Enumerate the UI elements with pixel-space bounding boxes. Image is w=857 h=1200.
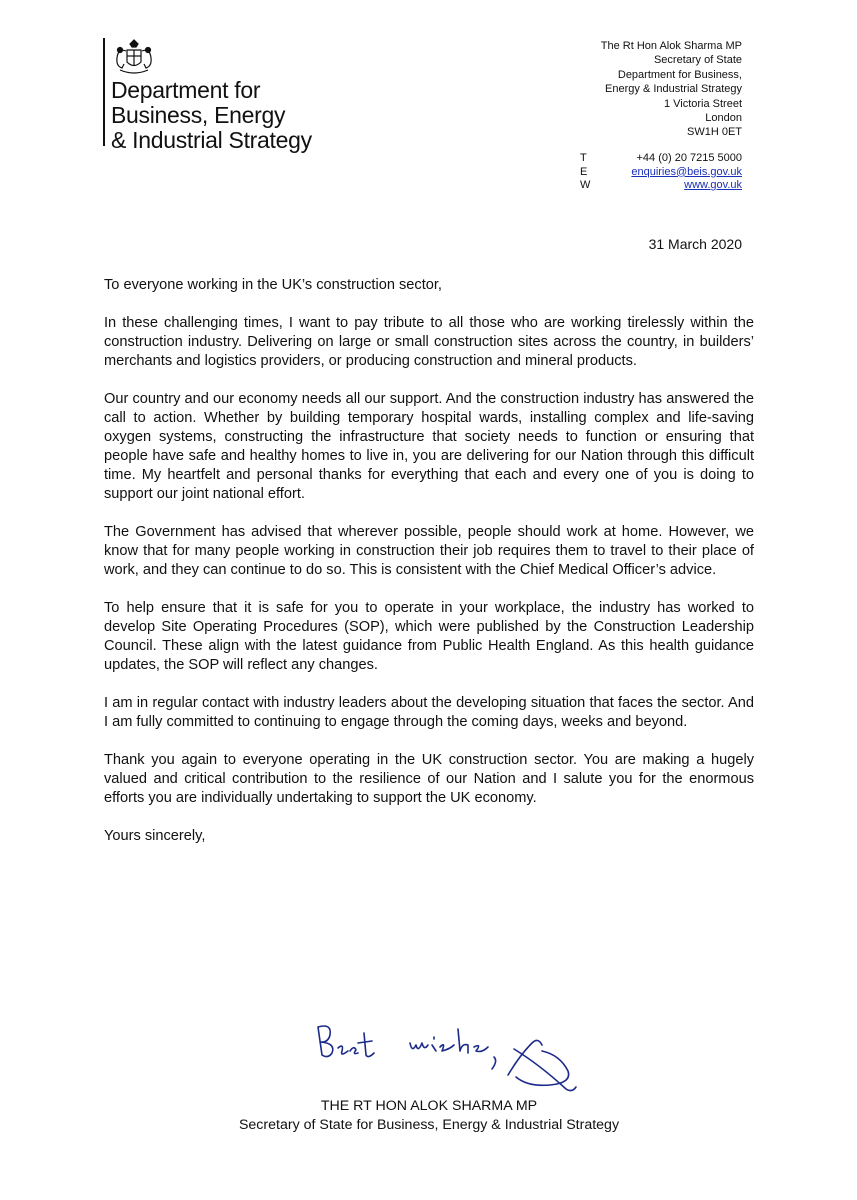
body-paragraph: Thank you again to everyone operating in the UK construction sector. You are making a hugely valued and critical contribution to the resilience of our Nation and I salute you for the enormous efforts you are individually undertaking to support the UK economy. <box>104 752 754 806</box>
sender-line: 1 Victoria Street <box>663 97 742 110</box>
email-link[interactable]: enquiries@beis.gov.uk <box>631 165 742 178</box>
contact-details <box>580 152 742 193</box>
sender-address <box>601 39 742 140</box>
sender-line: The Rt Hon Alok Sharma MP <box>600 40 742 52</box>
logo-divider <box>103 38 105 146</box>
department-name-line: Department for <box>111 77 261 103</box>
royal-coat-of-arms-icon <box>112 38 156 78</box>
letter-body <box>104 276 754 865</box>
contact-key: T <box>580 152 587 164</box>
contact-key: W <box>580 179 591 192</box>
letter-date: 31 March 2020 <box>648 236 742 252</box>
body-paragraph: Our country and our economy needs all our support. And the construction industry has answered the call to action. Whether by building temporary hospital wards, installing complex and life-saving oxygen systems, constructing the infrastructure that society needs to function or ensuring that people have safe and healthy homes to live in, you are delivering for our Nation through this difficult time. My heartfelt and personal thanks for everything that each and every one of you is doing to support our joint national effort. <box>104 391 754 502</box>
contact-row-email <box>580 166 742 180</box>
website-link[interactable]: www.gov.uk <box>684 179 742 192</box>
sender-line: SW1H 0ET <box>686 126 742 139</box>
contact-key: E <box>580 165 588 178</box>
telephone-number: +44 (0) 20 7215 5000 <box>636 152 742 164</box>
sender-line: London <box>705 112 742 125</box>
body-paragraph: The Government has advised that wherever possible, people should work at home. However, we know that for many people working in construction their job requires them to travel to their place of work, and they can continue to do so. This is consistent with the Chief Medical Officer’s advice. <box>104 524 754 578</box>
handwritten-signature <box>310 1015 610 1095</box>
signoff-block <box>104 1097 754 1135</box>
salutation: To everyone working in the UK’s construction sector, <box>104 277 442 293</box>
signatory-name: THE RT HON ALOK SHARMA MP <box>320 1098 538 1114</box>
department-name-line: & Industrial Strategy <box>111 127 312 153</box>
signatory-title: Secretary of State for Business, Energy & Industrial Strategy <box>238 1117 620 1133</box>
department-name-line: Business, Energy <box>111 102 286 128</box>
sender-line: Department for Business, <box>617 68 742 81</box>
body-paragraph: I am in regular contact with industry leaders about the developing situation that faces the sector. And I am fully committed to continuing to engage through the coming days, weeks and beyond. <box>104 695 754 730</box>
sender-line: Secretary of State <box>653 54 742 67</box>
closing: Yours sincerely, <box>104 828 206 844</box>
department-name <box>111 78 312 153</box>
body-paragraph: In these challenging times, I want to pay tribute to all those who are working tirelessly within the construction industry. Delivering on large or small construction sites across the country, in builders’ merchants and logistics providers, or producing construction and mineral products. <box>104 315 754 369</box>
contact-row-telephone <box>580 152 742 166</box>
sender-line: Energy & Industrial Strategy <box>605 83 742 96</box>
contact-row-website <box>580 179 742 193</box>
body-paragraph: To help ensure that it is safe for you to operate in your workplace, the industry has worked to develop Site Operating Procedures (SOP), which were published by the Construction Leadership Council. These align with the latest guidance from Public Health England. As this health guidance updates, the SOP will reflect any changes. <box>104 600 754 673</box>
